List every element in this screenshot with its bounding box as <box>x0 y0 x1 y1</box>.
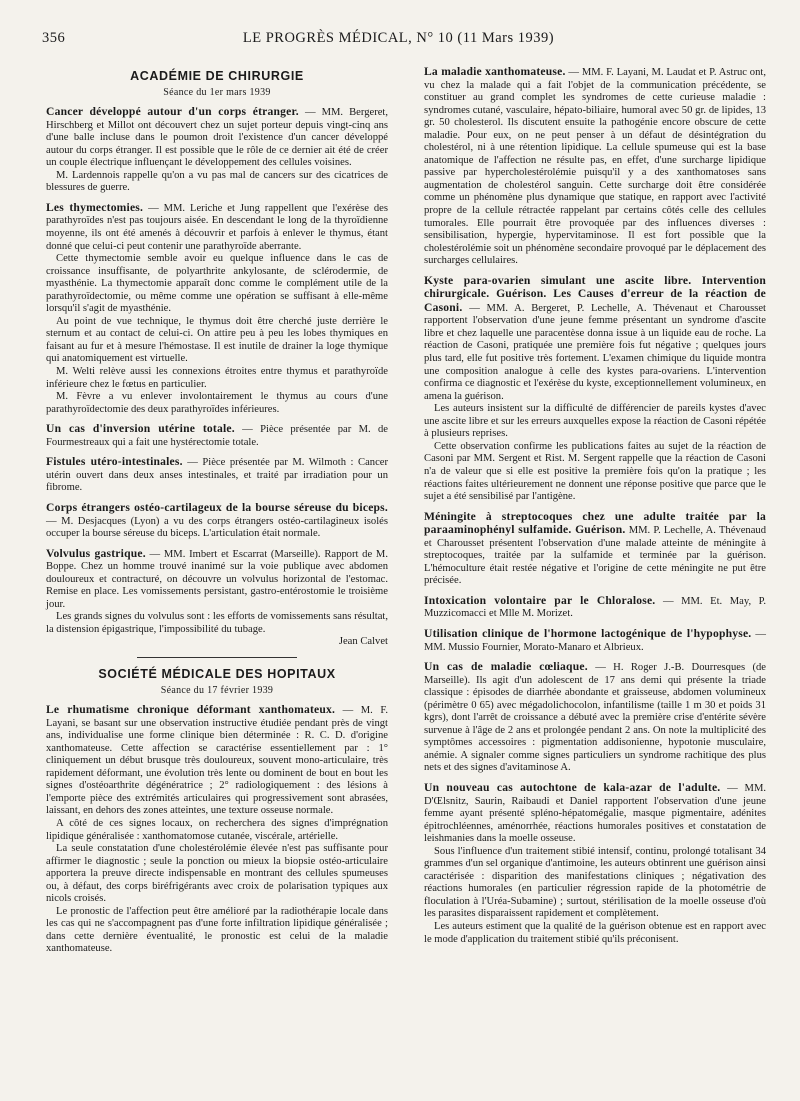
article-text: M. Welti relève aussi les connexions étroites entre thymus et parathyroïde inférieure chez le fœtus en particulier. <box>46 366 388 390</box>
article-heading: Un cas de maladie cœliaque. <box>424 660 588 674</box>
article-text: — MM. Bergeret, Hirschberg et Millot ont découvert chez un sujet porteur depuis vingt-cinq ans d'une balle incluse dans le poumon droit l'existence d'un cancer développé autour du corps étranger. Il est possible que le rôle de ce dernier ait été de créer un couple électrique influençant le développement des cellules voisines. <box>46 107 389 169</box>
left-column <box>46 66 388 963</box>
right-column <box>424 66 766 953</box>
article-text: Cette thymectomie semble avoir eu quelque influence dans le cas de croissance insuffisante, de polyarthrite ankylosante, de sclérodermie, de myasthénie. La thymectomie apparaît donc comme le complément utile de la parathyroïdectomie, ou même comme une opération se suffisant à elle-même lorsqu'il s'agit de myasthénie. <box>46 253 388 315</box>
section-title-academie: ACADÉMIE DE CHIRURGIE <box>130 69 304 83</box>
article-text: — MM. D'Œlsnitz, Saurin, Raibaudi et Daniel rapportent l'observation d'une jeune femme ayant présenté spléno-hépatomégalie, masque pigmentaire, adénites épitrochléennes, aménorrhée, réactions humorales positives et constatation de leishmanies dans la moelle osseuse. <box>424 782 767 845</box>
article-text: — M. Desjacques (Lyon) a vu des corps étrangers ostéo-cartilagineux isolés occuper la bourse séreuse du biceps. L'articulation était normale. <box>46 515 388 540</box>
article-text: — Pièce présentée par M. Wilmoth : Cancer utérin ouvert dans deux anses intestinales, et traité par irradiation pour un fibrome. <box>46 457 389 494</box>
article-heading: Un nouveau cas autochtone de kala-azar de l'adulte. <box>424 780 721 794</box>
session-date: Séance du 17 février 1939 <box>160 684 274 696</box>
article-text: M. Fèvre a vu enlever involontairement le thymus au cours d'une parathyroïdectomie des deux parathyroïdes inférieures. <box>46 391 388 415</box>
article-heading: Volvulus gastrique. <box>46 546 146 560</box>
article-text: — H. Roger J.-B. Dourresques (de Marseille). Ils agit d'un adolescent de 17 ans demi qui présente la triade classique : épisodes de diarrhée abondante et graisseuse, abdomen volumineux (périmètre 0 65) avec mégadolichocolon, infantilisme (taille 1 m 30 et poids 31 kgrs), dont l'arrêt de croissance a débuté avec la première crise d'entérite sévère survenue à l'âge de 2 ans et prolongée pendant 2 ans. On note la multiplicité des symptômes accessoires : pigmentation addisonienne, hypotonie musculaire, anémie. A signaler comme signes particuliers un syndrome rachitique des plus nets et des signes d'avitaminose A. <box>424 662 766 774</box>
article-text: — Pièce présentée par M. de Fourmestreaux qui a fait une hystérectomie totale. <box>46 424 388 448</box>
article-heading: Utilisation clinique de l'hormone lactogénique de l'hypophyse. <box>424 626 752 640</box>
article <box>424 275 766 504</box>
article-text: A côté de ces signes locaux, on recherchera des signes d'imprégnation lipidique généralisée : xanthomatomose cutanée, viscérale, artérielle. <box>46 817 388 842</box>
article-heading: Fistules utéro-intestinales. <box>46 455 183 469</box>
article-text: Au point de vue technique, le thymus doit être cherché juste derrière le sternum et au contact de celui-ci. On attire peu à peu les lobes thymiques en faisant au fur et à mesure l'hémostase. Il est inutile de drainer la loge thymique qui anatomiquement est virtuelle. <box>46 315 388 365</box>
article-heading: Corps étrangers ostéo-cartilageux de la bourse séreuse du biceps. <box>46 500 388 514</box>
article-text: MM. P. Lechelle, A. Thévenaud et Charousset présentent l'observation d'une malade atteinte de méningite à streptocoques, traitée par la sulfamide et terminée par la guérison. L'hémoculture était restée négative et l'origine de cette méningite ne put être précisée. <box>424 525 766 587</box>
article-text: Les grands signes du volvulus sont : les efforts de vomissements sans résultat, la distension épigastrique, l'impossibilité du tubage. <box>46 611 388 635</box>
article <box>46 423 388 449</box>
article-heading: Intoxication volontaire par le Chloralose. <box>424 593 656 607</box>
article-text: — MM. Mussio Fournier, Morato-Manaro et Albrieux. <box>424 628 766 653</box>
article <box>424 66 766 268</box>
article-text: Le pronostic de l'affection peut être amélioré par la radiothérapie locale dans les cas qui ne s'accompagnent pas d'une forte infiltration lipidique généralisée ; dans cette dernière éventualité, le pronostic est celui de la maladie xanthomateuse. <box>46 905 388 955</box>
article-heading: Un cas d'inversion utérine totale. <box>46 422 235 436</box>
article-heading: Méningite à streptocoques chez une adulte traitée par la paraaminophényl sulfamide. Guérison. <box>424 509 766 537</box>
article-text: M. Lardennois rappelle qu'on a vu pas mal de cancers sur des cicatrices de blessures de guerre. <box>46 169 388 194</box>
article-text: — MM. Imbert et Escarrat (Marseille). Rapport de M. Boppe. Chez un homme trouvé inanimé sur la voie publique avec abdomen douloureux et contracturé, on découvre un volvulus horizontal de l'estomac. Remise en place. Les vomissements persistant, gastro-entérostomie le troisième jour. <box>46 548 388 610</box>
article-heading: La maladie xanthomateuse. <box>424 65 566 78</box>
article <box>424 628 766 654</box>
article-heading: Les thymectomies. <box>46 200 144 214</box>
article-text: Cette observation confirme les publications faites au sujet de la réaction de Casoni par MM. Sergent et Rist. M. Sergent rappelle que la réaction de Casoni n'a de valeur que si elle est positive la première fois qu'on la pratique ; les réactions faites ultérieurement ne donnent une réponse positive que parce que le sujet a été sensibilisé par l'antigène. <box>424 440 766 503</box>
article <box>46 548 388 649</box>
article-text: — MM. Et. May, P. Muzzicomacci et Mlle M. Morizet. <box>424 595 767 620</box>
session-date: Séance du 1er mars 1939 <box>163 86 271 98</box>
article <box>46 106 388 195</box>
page-number: 356 <box>42 30 66 46</box>
article-text: — MM. A. Bergeret, P. Lechelle, A. Thévenaut et Charousset rapportent l'observation d'une jeune femme présentant un syndrome d'ascite libre et chez laquelle une paracentèse donna issue à un liquide eau de roche. La réaction de Casoni, pratiquée une première fois fut négative ; quelques jours plus tard, elle fut positive très fortement. L'examen chimique du liquide montra une composition analogue à celle des kystes para-ovariens. L'intervention confirma ce diagnostic et l'exérèse du kyste, exceptionnellement volumineux, en amena la guérison. <box>424 302 766 402</box>
article-text: La seule constatation d'une cholestérolémie élevée n'est pas suffisante pour affirmer le diagnostic ; seule la ponction ou mieux la biopsie ostéo-articulaire apportera la preuve directe indispensable en montrant des cellules spumeuses ou, à défaut, des corps biréfrigérants avec croix de polarisation typiques aux nicols croisés. <box>46 843 388 905</box>
article <box>424 661 766 775</box>
article <box>424 595 766 621</box>
article-text: — MM. Leriche et Jung rappellent que l'exérèse des parathyroïdes n'est pas toujours aisée. En descendant le long de la thyroïdienne moyenne, ils ont été amenés à découvrir et parfois à enlever le thymus, étant donné que celui-ci peut contenir une parathyroïde aberrante. <box>46 202 388 252</box>
article-text: Les auteurs insistent sur la difficulté de différencier de pareils kystes d'avec une ascite libre et sur les erreurs auxquelles expose la réaction de Casoni répétée à plusieurs reprises. <box>424 403 766 440</box>
section-divider <box>137 657 297 658</box>
article-text: Les auteurs estiment que la qualité de la guérison obtenue est en rapport avec le mode d'application du traitement stibié qu'ils préconisent. <box>424 921 766 945</box>
article <box>46 202 388 416</box>
article-heading: Le rhumatisme chronique déformant xanthomateux. <box>46 703 336 717</box>
article-heading: Cancer développé autour d'un corps étranger. <box>46 105 299 119</box>
article-heading: Kyste para-ovarien simulant une ascite libre. Intervention chirurgicale. Guérison. Les Causes d'erreur de la réaction de Casoni. <box>424 273 766 314</box>
article-text: — M. F. Layani, se basant sur une observation instructive étudiée pendant près de vingt ans, individualise une forme clinique bien déterminée : R. C. D. d'origine xanthomateuse. Cette affection se caractérise essentiellement par : 1° cliniquement un début brusque très douloureux, souvent mono-articulaire, très rapidement déformant, une évolution très lente ou dominent de bout en bout les signes d'ostéoarthrite dégénératrice ; 2° radiologiquement : des lésions à l'emporte pièce des extrémités articulaires qui progressivement sont abrasées, laissant, en dehors des zones atteintes, une texture osseuse normale. <box>46 705 389 817</box>
article <box>424 782 766 946</box>
article <box>424 511 766 588</box>
article <box>46 502 388 541</box>
article-text: — MM. F. Layani, M. Laudat et P. Astruc ont, vu chez la malade qui a fait l'objet de la communication précédente, se constituer au grand complet les syndromes de cette curieuse maladie : syndromes cutané, vasculaire, hépato-biliaire, humoral avec 50 gr. de lipides, 13 gr. 50 cholesterol. Ils discutent ensuite la pathogénie encore obscure de cette maladie. Pour eux, on ne peut penser à un défaut de désintégration du cholestérol, ni à une rétention lipidique. La cellule spumeuse qui est la base anatomique de l'affection ne résulte pas, en effet, d'une surcharge lipidique passive par hypercholestérolémie puisqu'il y a des xanthomatoses sans augmentation de cholestérol sanguin. Cette surcharge doit être considérée comme un phénomène plus dynamique que statique, en rapport avec l'activité propre de la cellule rétractée rappelant par certains côtés celle des cellules tumorales. Elle pourrait être provoquée par des influences diverses : sensibilisation, hypergie, hypervitaminose. Il est fort possible que la cholestérolémie soit un phénomène secondaire provoqué par le déplacement des surcharges cellulaires. <box>424 67 766 267</box>
journal-title: LE PROGRÈS MÉDICAL, N° 10 (11 Mars 1939) <box>242 30 555 46</box>
article <box>46 456 388 495</box>
author-signature: Jean Calvet <box>338 636 388 648</box>
running-head <box>42 30 755 56</box>
section-title-societe: SOCIÉTÉ MÉDICALE DES HOPITAUX <box>98 666 336 681</box>
article <box>46 704 388 956</box>
article-text: Sous l'influence d'un traitement stibié intensif, continu, prolongé totalisant 34 grammes d'un sel organique d'antimoine, les auteurs obtinrent une guérison ainsi caractérisée : disparition des manifestations cliniques ; négativation des réactions humorales (en particulier régression rapide de la photométrie de floculation à l'Uréa-Subamine) ; surtout, stérilisation de la moelle osseuse d'où les parasites disparaissent rapidement et complètement. <box>424 845 766 920</box>
